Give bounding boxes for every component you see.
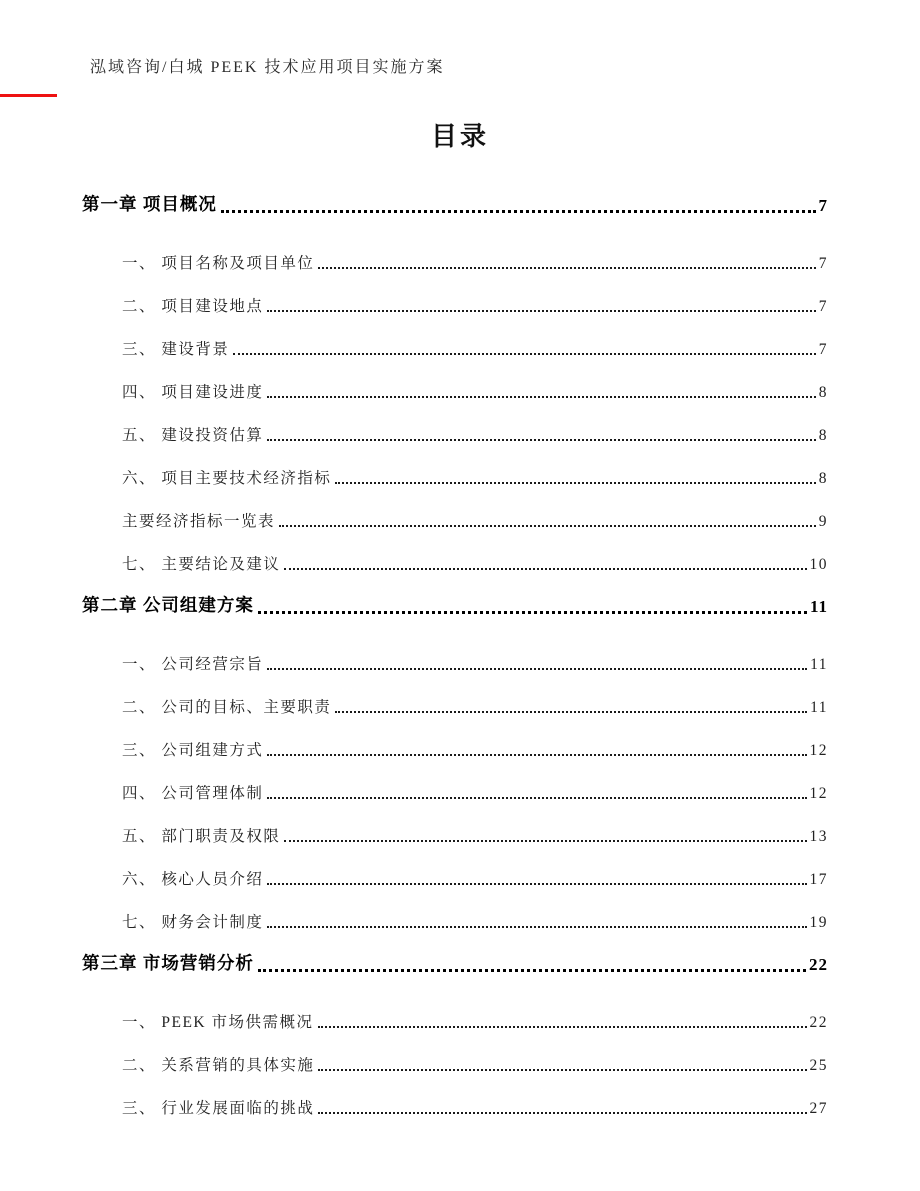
toc-item-row[interactable] <box>82 247 828 273</box>
page-number: 13 <box>809 828 828 845</box>
dotted-leader <box>318 267 815 269</box>
page-number: 22 <box>809 955 828 974</box>
toc-item-row[interactable] <box>82 376 828 402</box>
dotted-leader <box>267 926 806 928</box>
toc-item-row[interactable] <box>82 462 828 488</box>
toc-title: 目录 <box>430 122 489 151</box>
dotted-leader <box>221 210 816 213</box>
toc-item-row[interactable] <box>82 691 828 717</box>
page-number: 8 <box>818 470 828 487</box>
dotted-leader <box>335 482 815 484</box>
document-header <box>90 54 444 77</box>
toc-entry-label: 第二章 公司组建方案 <box>82 595 254 615</box>
dotted-leader <box>267 754 806 756</box>
toc-item-row[interactable] <box>82 906 828 932</box>
toc-entry-label: 二、 公司的目标、主要职责 <box>122 699 332 716</box>
page-number: 17 <box>809 871 828 888</box>
toc-chapter-row[interactable] <box>82 949 828 975</box>
toc-item-row[interactable] <box>82 1049 828 1075</box>
dotted-leader <box>318 1112 806 1114</box>
toc-entry-label: 四、 项目建设进度 <box>122 384 264 401</box>
toc-entry-label: 四、 公司管理体制 <box>122 785 264 802</box>
page-number: 9 <box>818 513 828 530</box>
header-text: 泓域咨询/白城 PEEK 技术应用项目实施方案 <box>90 59 445 76</box>
page-number: 11 <box>810 656 828 673</box>
page-number: 11 <box>809 597 828 616</box>
toc-item-row[interactable] <box>82 290 828 316</box>
toc-entry-label: 主要经济指标一览表 <box>122 513 276 530</box>
toc-entry-label: 三、 行业发展面临的挑战 <box>122 1100 315 1117</box>
toc-entry-label: 三、 建设背景 <box>122 341 230 358</box>
toc-entry-label: 一、 PEEK 市场供需概况 <box>122 1014 314 1031</box>
toc-item-row[interactable] <box>82 333 828 359</box>
page-number: 19 <box>809 914 828 931</box>
toc-entry-label: 二、 关系营销的具体实施 <box>122 1057 315 1074</box>
toc-item-row[interactable] <box>82 505 828 531</box>
toc-item-row[interactable] <box>82 820 828 846</box>
dotted-leader <box>284 840 806 842</box>
page-number: 7 <box>818 196 828 215</box>
toc-chapter-row[interactable] <box>82 591 828 617</box>
dotted-leader <box>258 611 807 614</box>
toc-entry-label: 六、 核心人员介绍 <box>122 871 264 888</box>
dotted-leader <box>258 969 806 972</box>
toc-entry-label: 一、 项目名称及项目单位 <box>122 255 315 272</box>
toc-item-row[interactable] <box>82 1006 828 1032</box>
dotted-leader <box>318 1026 807 1028</box>
dotted-leader <box>267 883 806 885</box>
toc-entry-label: 一、 公司经营宗旨 <box>122 656 264 673</box>
page-number: 12 <box>809 785 828 802</box>
toc-entry-label: 第一章 项目概况 <box>82 194 217 214</box>
toc-item-row[interactable] <box>82 863 828 889</box>
page-number: 7 <box>818 341 828 358</box>
page-number: 27 <box>809 1100 828 1117</box>
page-number: 10 <box>809 556 828 573</box>
page-number: 12 <box>809 742 828 759</box>
dotted-leader <box>318 1069 806 1071</box>
toc-entry-label: 五、 部门职责及权限 <box>122 828 281 845</box>
toc-item-row[interactable] <box>82 548 828 574</box>
toc-list <box>82 190 828 1135</box>
toc-chapter-row[interactable] <box>82 190 828 216</box>
dotted-leader <box>284 568 806 570</box>
header-accent-line <box>0 94 57 97</box>
dotted-leader <box>267 310 815 312</box>
dotted-leader <box>267 396 815 398</box>
dotted-leader <box>335 711 807 713</box>
toc-entry-label: 二、 项目建设地点 <box>122 298 264 315</box>
page-number: 11 <box>810 699 828 716</box>
page-number: 8 <box>818 384 828 401</box>
toc-item-row[interactable] <box>82 1092 828 1118</box>
page-number: 8 <box>818 427 828 444</box>
page-number: 7 <box>818 298 828 315</box>
toc-item-row[interactable] <box>82 734 828 760</box>
toc-item-row[interactable] <box>82 648 828 674</box>
toc-item-row[interactable] <box>82 419 828 445</box>
dotted-leader <box>267 439 815 441</box>
toc-entry-label: 六、 项目主要技术经济指标 <box>122 470 332 487</box>
dotted-leader <box>279 525 816 527</box>
toc-entry-label: 三、 公司组建方式 <box>122 742 264 759</box>
dotted-leader <box>233 353 815 355</box>
page-number: 22 <box>809 1014 828 1031</box>
toc-entry-label: 七、 主要结论及建议 <box>122 556 281 573</box>
dotted-leader <box>267 668 807 670</box>
page-number: 25 <box>809 1057 828 1074</box>
toc-item-row[interactable] <box>82 777 828 803</box>
toc-entry-label: 五、 建设投资估算 <box>122 427 264 444</box>
dotted-leader <box>267 797 806 799</box>
toc-entry-label: 第三章 市场营销分析 <box>82 953 254 973</box>
toc-entry-label: 七、 财务会计制度 <box>122 914 264 931</box>
page-number: 7 <box>818 255 828 272</box>
